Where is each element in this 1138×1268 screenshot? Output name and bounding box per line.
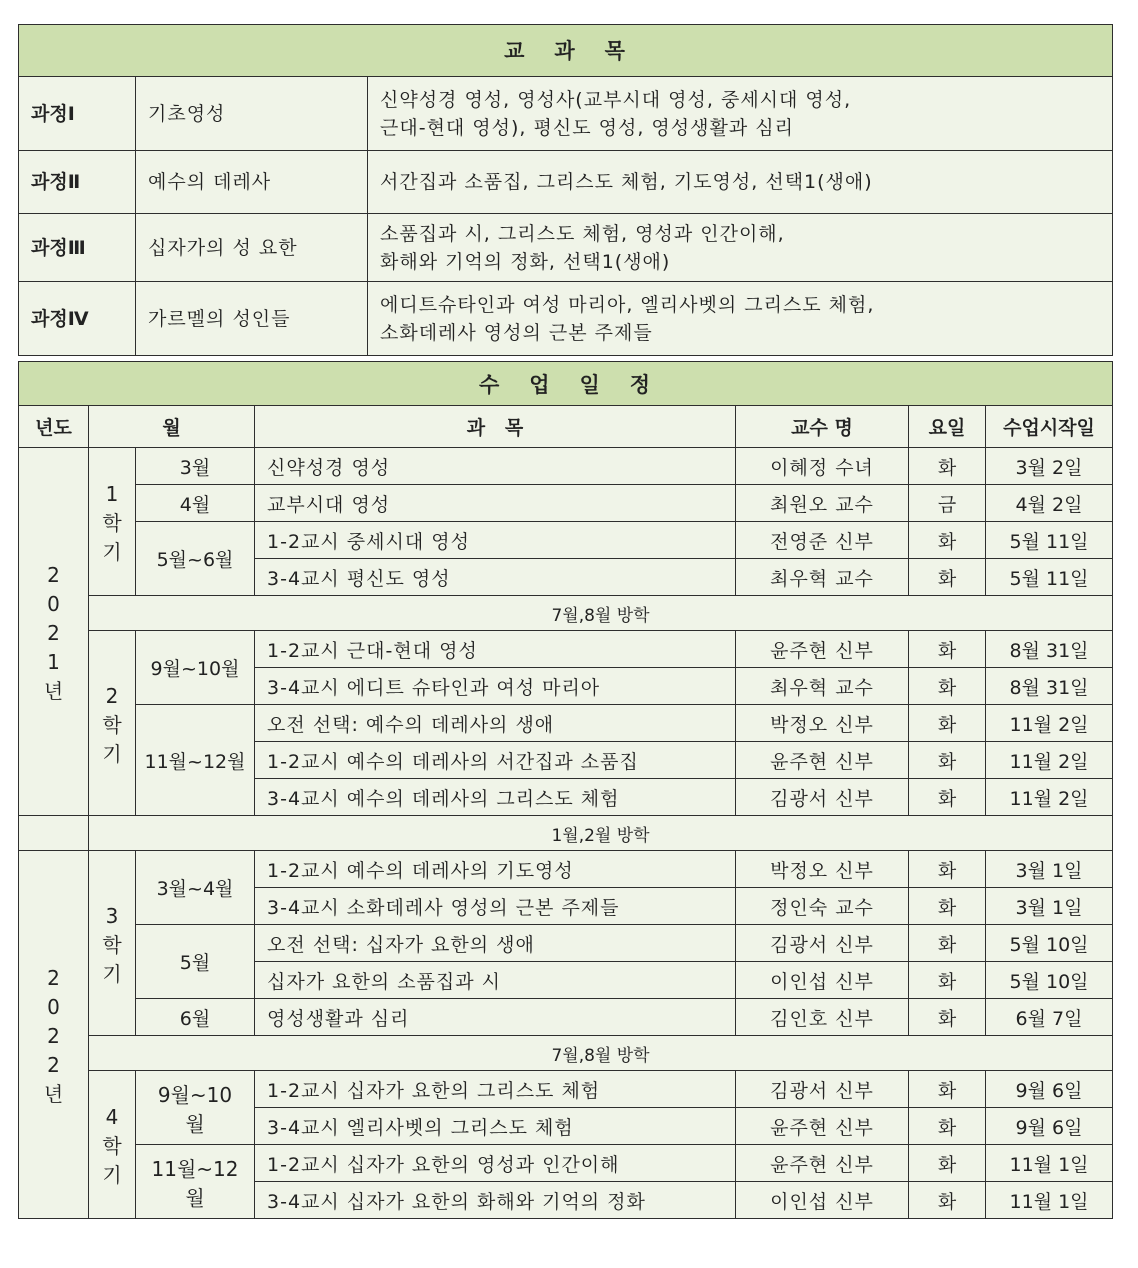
month-cell: 11월~12 월 bbox=[136, 1145, 255, 1219]
day-cell: 화 bbox=[909, 1108, 986, 1145]
subject-cell: 3-4교시 소화데레사 영성의 근본 주제들 bbox=[255, 888, 736, 925]
month-cell: 11월~12월 bbox=[136, 705, 255, 816]
professor-cell: 이혜정 수녀 bbox=[736, 448, 909, 485]
start-cell: 11월 1일 bbox=[986, 1182, 1113, 1219]
start-cell: 8월 31일 bbox=[986, 631, 1113, 668]
break-row: 7월,8월 방학 bbox=[89, 596, 1113, 631]
professor-cell: 최원오 교수 bbox=[736, 485, 909, 522]
professor-cell: 김광서 신부 bbox=[736, 925, 909, 962]
header-start: 수업시작일 bbox=[986, 406, 1113, 448]
professor-cell: 박정오 신부 bbox=[736, 851, 909, 888]
course-name: 십자가의 성 요한 bbox=[136, 214, 368, 282]
subject-cell: 1-2교시 십자가 요한의 그리스도 체험 bbox=[255, 1071, 736, 1108]
subject-cell: 1-2교시 십자가 요한의 영성과 인간이해 bbox=[255, 1145, 736, 1182]
professor-cell: 윤주현 신부 bbox=[736, 631, 909, 668]
course-subjects: 소품집과 시, 그리스도 체험, 영성과 인간이해, 화해와 기억의 정화, 선택1(생애) bbox=[368, 214, 1113, 282]
start-cell: 9월 6일 bbox=[986, 1108, 1113, 1145]
subject-cell: 1-2교시 예수의 데레사의 기도영성 bbox=[255, 851, 736, 888]
start-cell: 11월 2일 bbox=[986, 779, 1113, 816]
month-cell: 4월 bbox=[136, 485, 255, 522]
professor-cell: 김광서 신부 bbox=[736, 779, 909, 816]
professor-cell: 전영준 신부 bbox=[736, 522, 909, 559]
header-subject: 과 목 bbox=[255, 406, 736, 448]
course-label: 과정Ⅲ bbox=[19, 214, 136, 282]
month-cell: 5월~6월 bbox=[136, 522, 255, 596]
start-cell: 11월 2일 bbox=[986, 705, 1113, 742]
start-cell: 5월 11일 bbox=[986, 559, 1113, 596]
start-cell: 3월 2일 bbox=[986, 448, 1113, 485]
professor-cell: 김인호 신부 bbox=[736, 999, 909, 1036]
day-cell: 화 bbox=[909, 668, 986, 705]
subject-cell: 1-2교시 예수의 데레사의 서간집과 소품집 bbox=[255, 742, 736, 779]
month-cell: 9월~10월 bbox=[136, 631, 255, 705]
subject-cell: 3-4교시 엘리사벳의 그리스도 체험 bbox=[255, 1108, 736, 1145]
start-cell: 5월 10일 bbox=[986, 925, 1113, 962]
schedule-title: 수 업 일 정 bbox=[19, 362, 1113, 406]
curriculum-table bbox=[18, 24, 1113, 356]
start-cell: 3월 1일 bbox=[986, 851, 1113, 888]
semester-2: 2 학 기 bbox=[89, 631, 136, 816]
start-cell: 6월 7일 bbox=[986, 999, 1113, 1036]
professor-cell: 정인숙 교수 bbox=[736, 888, 909, 925]
day-cell: 화 bbox=[909, 925, 986, 962]
start-cell: 5월 10일 bbox=[986, 962, 1113, 999]
break-row: 7월,8월 방학 bbox=[89, 1036, 1113, 1071]
empty-year-cell bbox=[19, 816, 89, 851]
day-cell: 화 bbox=[909, 559, 986, 596]
header-professor: 교수 명 bbox=[736, 406, 909, 448]
day-cell: 금 bbox=[909, 485, 986, 522]
professor-cell: 윤주현 신부 bbox=[736, 1108, 909, 1145]
month-cell: 3월 bbox=[136, 448, 255, 485]
course-subjects: 서간집과 소품집, 그리스도 체험, 기도영성, 선택1(생애) bbox=[368, 151, 1113, 214]
day-cell: 화 bbox=[909, 448, 986, 485]
header-year: 년도 bbox=[19, 406, 89, 448]
break-row: 1월,2월 방학 bbox=[89, 816, 1113, 851]
day-cell: 화 bbox=[909, 522, 986, 559]
start-cell: 4월 2일 bbox=[986, 485, 1113, 522]
day-cell: 화 bbox=[909, 851, 986, 888]
year-2021: 2 0 2 1 년 bbox=[19, 448, 89, 816]
subject-cell: 3-4교시 평신도 영성 bbox=[255, 559, 736, 596]
professor-cell: 윤주현 신부 bbox=[736, 1145, 909, 1182]
course-subjects: 에디트슈타인과 여성 마리아, 엘리사벳의 그리스도 체험, 소화데레사 영성의 근본 주제들 bbox=[368, 282, 1113, 356]
subject-cell: 1-2교시 중세시대 영성 bbox=[255, 522, 736, 559]
month-cell: 3월~4월 bbox=[136, 851, 255, 925]
subject-cell: 십자가 요한의 소품집과 시 bbox=[255, 962, 736, 999]
start-cell: 11월 1일 bbox=[986, 1145, 1113, 1182]
subject-cell: 오전 선택: 예수의 데레사의 생애 bbox=[255, 705, 736, 742]
subject-cell: 영성생활과 심리 bbox=[255, 999, 736, 1036]
start-cell: 3월 1일 bbox=[986, 888, 1113, 925]
year-2022: 2 0 2 2 년 bbox=[19, 851, 89, 1219]
subject-cell: 교부시대 영성 bbox=[255, 485, 736, 522]
day-cell: 화 bbox=[909, 999, 986, 1036]
subject-cell: 3-4교시 십자가 요한의 화해와 기억의 정화 bbox=[255, 1182, 736, 1219]
professor-cell: 이인섭 신부 bbox=[736, 1182, 909, 1219]
day-cell: 화 bbox=[909, 1071, 986, 1108]
course-label: 과정Ⅱ bbox=[19, 151, 136, 214]
header-month: 월 bbox=[89, 406, 255, 448]
course-label: 과정Ⅳ bbox=[19, 282, 136, 356]
subject-cell: 3-4교시 에디트 슈타인과 여성 마리아 bbox=[255, 668, 736, 705]
day-cell: 화 bbox=[909, 742, 986, 779]
professor-cell: 김광서 신부 bbox=[736, 1071, 909, 1108]
start-cell: 8월 31일 bbox=[986, 668, 1113, 705]
day-cell: 화 bbox=[909, 705, 986, 742]
professor-cell: 이인섭 신부 bbox=[736, 962, 909, 999]
day-cell: 화 bbox=[909, 1145, 986, 1182]
professor-cell: 박정오 신부 bbox=[736, 705, 909, 742]
subject-cell: 신약성경 영성 bbox=[255, 448, 736, 485]
professor-cell: 윤주현 신부 bbox=[736, 742, 909, 779]
course-label: 과정Ⅰ bbox=[19, 77, 136, 151]
semester-1: 1 학 기 bbox=[89, 448, 136, 596]
curriculum-title: 교 과 목 bbox=[19, 25, 1113, 77]
day-cell: 화 bbox=[909, 1182, 986, 1219]
course-subjects: 신약성경 영성, 영성사(교부시대 영성, 중세시대 영성, 근대-현대 영성), 평신도 영성, 영성생활과 심리 bbox=[368, 77, 1113, 151]
start-cell: 11월 2일 bbox=[986, 742, 1113, 779]
day-cell: 화 bbox=[909, 779, 986, 816]
month-cell: 6월 bbox=[136, 999, 255, 1036]
start-cell: 9월 6일 bbox=[986, 1071, 1113, 1108]
day-cell: 화 bbox=[909, 888, 986, 925]
subject-cell: 오전 선택: 십자가 요한의 생애 bbox=[255, 925, 736, 962]
course-name: 예수의 데레사 bbox=[136, 151, 368, 214]
subject-cell: 3-4교시 예수의 데레사의 그리스도 체험 bbox=[255, 779, 736, 816]
professor-cell: 최우혁 교수 bbox=[736, 559, 909, 596]
month-cell: 5월 bbox=[136, 925, 255, 999]
semester-4: 4 학 기 bbox=[89, 1071, 136, 1219]
professor-cell: 최우혁 교수 bbox=[736, 668, 909, 705]
semester-3: 3 학 기 bbox=[89, 851, 136, 1036]
course-name: 가르멜의 성인들 bbox=[136, 282, 368, 356]
course-name: 기초영성 bbox=[136, 77, 368, 151]
subject-cell: 1-2교시 근대-현대 영성 bbox=[255, 631, 736, 668]
header-day: 요일 bbox=[909, 406, 986, 448]
start-cell: 5월 11일 bbox=[986, 522, 1113, 559]
day-cell: 화 bbox=[909, 962, 986, 999]
month-cell: 9월~10 월 bbox=[136, 1071, 255, 1145]
day-cell: 화 bbox=[909, 631, 986, 668]
schedule-table bbox=[18, 361, 1113, 1219]
